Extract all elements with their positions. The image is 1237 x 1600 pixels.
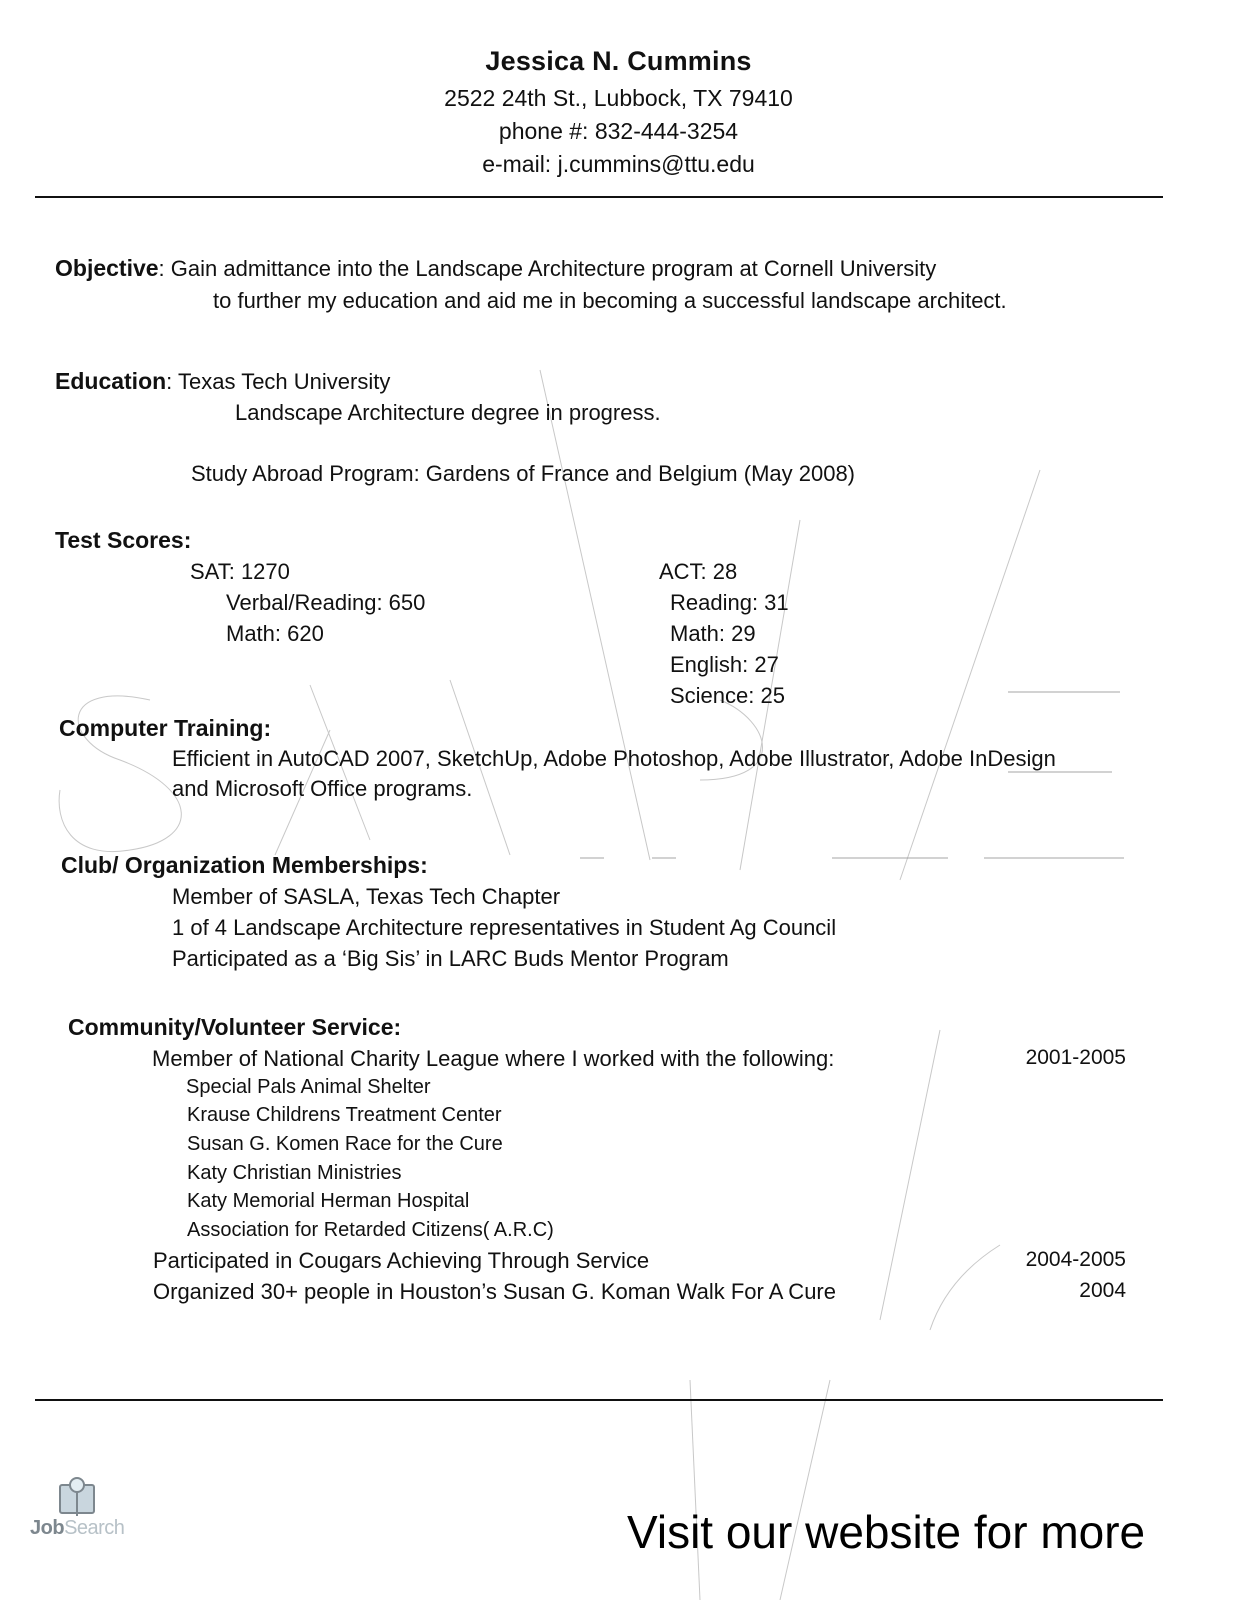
community-sub-item: Krause Childrens Treatment Center: [187, 1104, 502, 1126]
membership-item: 1 of 4 Landscape Architecture representatives in Student Ag Council: [172, 915, 837, 940]
email: e-mail: j.cummins@ttu.edu: [482, 151, 755, 177]
objective-line-2: to further my education and aid me in becoming a successful landscape architect.: [213, 288, 1007, 313]
act-item: Science: 25: [670, 683, 785, 708]
community-label: Community/Volunteer Service:: [68, 1014, 402, 1040]
jobsearch-logo: JobSearch: [30, 1517, 125, 1539]
membership-item: Member of SASLA, Texas Tech Chapter: [172, 884, 561, 909]
community-entry-years: 2004-2005: [1025, 1248, 1126, 1271]
community-entry-years: 2004: [1079, 1279, 1126, 1302]
sat-total: SAT: 1270: [190, 559, 290, 584]
education-degree: Landscape Architecture degree in progress.: [235, 400, 661, 425]
objective-label: Objective: [55, 255, 159, 281]
book-search-icon: [28, 1476, 128, 1516]
memberships-label: Club/ Organization Memberships:: [61, 852, 428, 878]
education-study-abroad: Study Abroad Program: Gardens of France and Belgium (May 2008): [191, 461, 856, 486]
act-item: Reading: 31: [670, 590, 789, 615]
footer-divider: [35, 1399, 1163, 1401]
education-line: Education: Texas Tech University: [55, 368, 391, 394]
education-school: Texas Tech University: [172, 369, 391, 394]
community-entry: Member of National Charity League where I worked with the following:: [152, 1046, 835, 1071]
computer-training-line-1: Efficient in AutoCAD 2007, SketchUp, Adobe Photoshop, Adobe Illustrator, Adobe InDesign: [172, 746, 1056, 771]
header-divider: [35, 196, 1163, 198]
phone: phone #: 832-444-3254: [498, 118, 739, 144]
community-entry-years: 2001-2005: [1025, 1046, 1126, 1069]
computer-training-line-2: and Microsoft Office programs.: [172, 776, 473, 801]
community-sub-item: Katy Memorial Herman Hospital: [187, 1190, 470, 1212]
community-sub-item: Katy Christian Ministries: [187, 1162, 402, 1184]
candidate-name: Jessica N. Cummins: [485, 46, 752, 76]
community-entry: Participated in Cougars Achieving Through Service: [153, 1248, 650, 1273]
community-sub-item: Special Pals Animal Shelter: [186, 1076, 431, 1098]
sat-item: Math: 620: [226, 621, 324, 646]
community-sub-item: Association for Retarded Citizens( A.R.C): [187, 1219, 554, 1241]
sat-item: Verbal/Reading: 650: [226, 590, 426, 615]
test-scores-label: Test Scores:: [55, 527, 192, 553]
address: 2522 24th St., Lubbock, TX 79410: [444, 85, 793, 111]
membership-item: Participated as a ‘Big Sis’ in LARC Buds Mentor Program: [172, 946, 729, 971]
act-item: Math: 29: [670, 621, 756, 646]
community-sub-item: Susan G. Komen Race for the Cure: [187, 1133, 503, 1155]
computer-training-label: Computer Training:: [59, 715, 272, 741]
objective-line-1: Objective: Gain admittance into the Landscape Architecture program at Cornell University: [55, 255, 937, 281]
act-item: English: 27: [670, 652, 779, 677]
objective-text: Gain admittance into the Landscape Architecture program at Cornell University: [164, 256, 937, 281]
visit-website-cta: Visit our website for more: [627, 1506, 1146, 1558]
community-entry: Organized 30+ people in Houston’s Susan G. Koman Walk For A Cure: [153, 1279, 836, 1304]
act-total: ACT: 28: [659, 559, 738, 584]
education-label: Education: [55, 368, 167, 394]
